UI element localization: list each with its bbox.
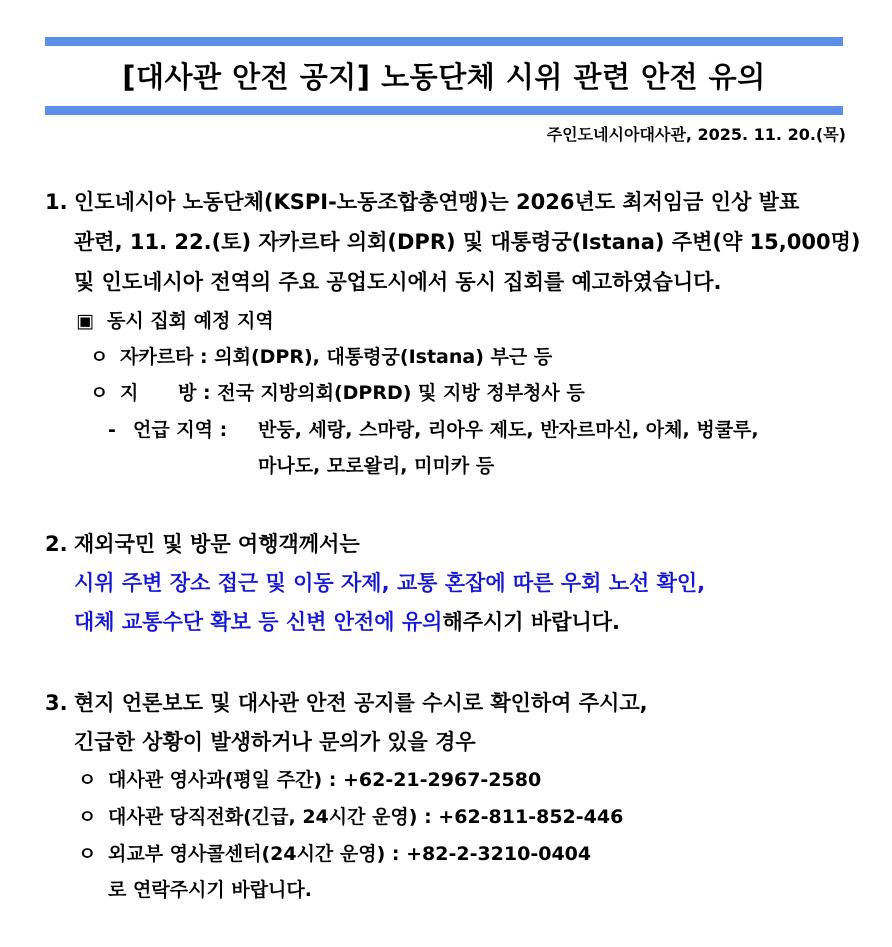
section1-line-2: 관련, 11. 22.(토) 자카르타 의회(DPR) 및 대통령궁(Istana) 주변(약 15,000명) bbox=[74, 230, 861, 254]
section3-number: 3. bbox=[45, 691, 68, 715]
mentioned-regions-1: 반둥, 세랑, 스마랑, 리아우 제도, 반자르마신, 아체, 벙쿨루, bbox=[258, 419, 759, 441]
contact-consular: 대사관 영사과(평일 주간) : +62-21-2967-2580 bbox=[108, 769, 542, 791]
bullet-marker: ㅇ bbox=[78, 769, 97, 791]
sub-heading-marker: ▣ bbox=[76, 310, 94, 332]
section2-number: 2. bbox=[45, 532, 68, 556]
page-title: [대사관 안전 공지] 노동단체 시위 관련 안전 유의 bbox=[122, 60, 766, 94]
sub-heading: 동시 집회 예정 지역 bbox=[107, 310, 274, 332]
regional-item: 지 방 : 전국 지방의회(DPRD) 및 지방 정부청사 등 bbox=[120, 382, 585, 404]
bullet-marker: ㅇ bbox=[78, 806, 97, 828]
bullet-marker: ㅇ bbox=[90, 346, 109, 368]
top-rule bbox=[45, 37, 843, 46]
mentioned-regions-2: 마나도, 모로왈리, 미미카 등 bbox=[258, 455, 495, 477]
dateline: 주인도네시아대사관, 2025. 11. 20.(목) bbox=[546, 125, 846, 144]
section3-line-1: 현지 언론보도 및 대사관 안전 공지를 수시로 확인하여 주시고, bbox=[74, 691, 648, 715]
section2-emphasis-1: 시위 주변 장소 접근 및 이동 자제, 교통 혼잡에 따른 우회 노선 확인, bbox=[74, 571, 706, 595]
contact-call-center: 외교부 영사콜센터(24시간 운영) : +82-2-3210-0404 bbox=[108, 843, 592, 865]
section2-line-3 bbox=[74, 605, 620, 639]
bullet-marker: ㅇ bbox=[78, 843, 97, 865]
section2-emphasis-2: 대체 교통수단 확보 등 신변 안전에 유의 bbox=[74, 610, 443, 634]
mentioned-label: 언급 지역 : bbox=[133, 419, 228, 441]
section1-number: 1. bbox=[45, 190, 68, 214]
closing-line: 로 연락주시기 바랍니다. bbox=[108, 879, 312, 901]
section1-line-1: 인도네시아 노동단체(KSPI-노동조합총연맹)는 2026년도 최저임금 인상 발표 bbox=[74, 190, 800, 214]
section2-line-1: 재외국민 및 방문 여행객께서는 bbox=[74, 532, 360, 556]
contact-duty-phone: 대사관 당직전화(긴급, 24시간 운영) : +62-811-852-446 bbox=[108, 806, 624, 828]
bullet-marker: ㅇ bbox=[90, 382, 109, 404]
dash-marker: - bbox=[108, 419, 116, 441]
section3-line-2: 긴급한 상황이 발생하거나 문의가 있을 경우 bbox=[74, 730, 476, 754]
bottom-rule bbox=[45, 106, 843, 115]
section1-line-3: 및 인도네시아 전역의 주요 공업도시에서 동시 집회를 예고하였습니다. bbox=[74, 270, 722, 294]
section2-closing: 해주시기 바랍니다. bbox=[442, 610, 621, 634]
jakarta-item: 자카르타 : 의회(DPR), 대통령궁(Istana) 부근 등 bbox=[120, 346, 553, 368]
